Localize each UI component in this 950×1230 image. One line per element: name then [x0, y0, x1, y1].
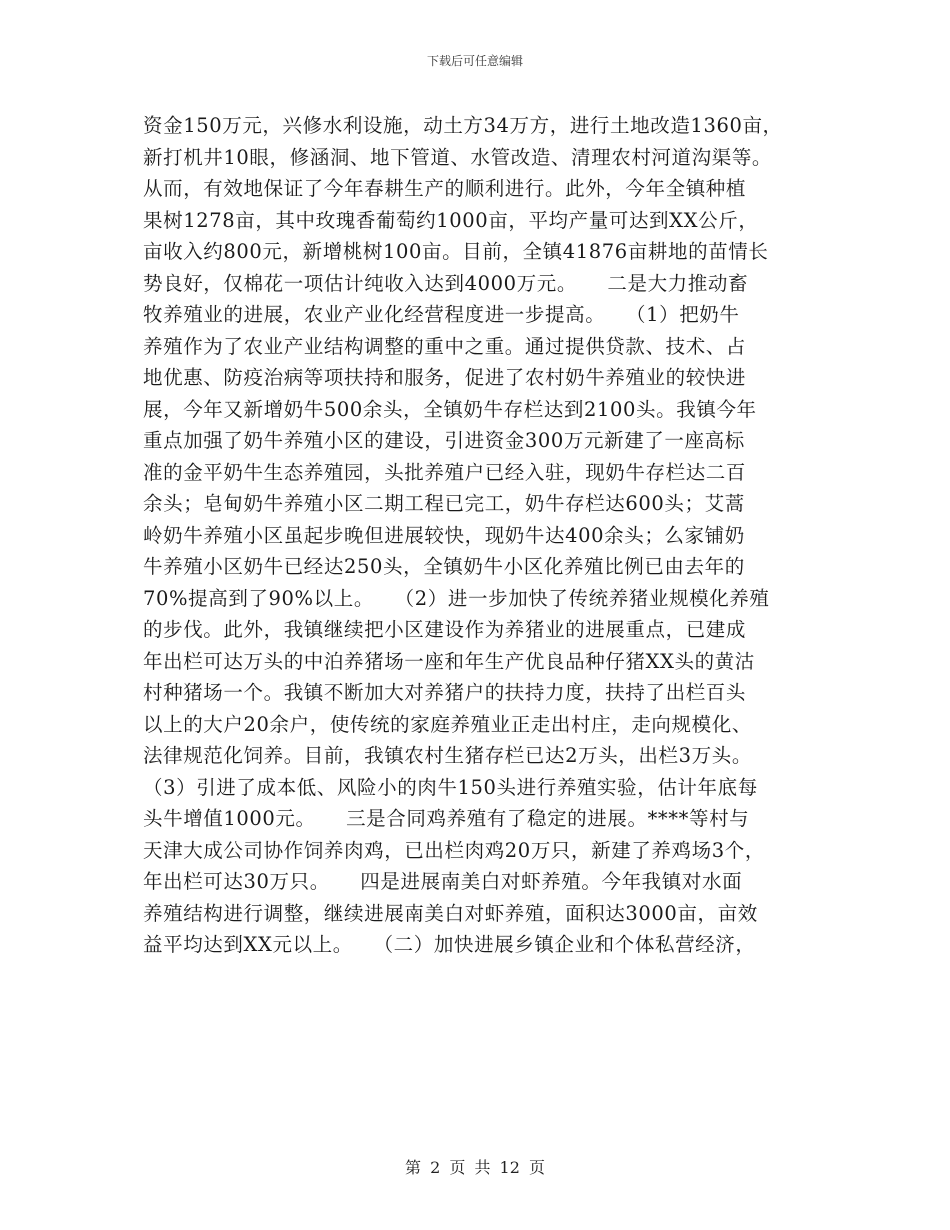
text-line: 养殖作为了农业产业结构调整的重中之重。通过提供贷款、技术、占	[143, 334, 747, 358]
text-line: 养殖结构进行调整，继续进展南美白对虾养殖，面积达3000亩，亩效	[143, 901, 758, 925]
text-line: 重点加强了奶牛养殖小区的建设，引进资金300万元新建了一座高标	[143, 429, 745, 452]
text-line: 岭奶牛养殖小区虽起步晚但进展较快，现奶牛达400余头；么家铺奶	[143, 523, 745, 547]
text-line: 亩收入约800元，新增桃树100亩。目前，全镇41876亩耕地的苗情长	[143, 240, 769, 263]
document-body	[143, 110, 813, 961]
text-line: 天津大成公司协作饲养肉鸡，已出栏肉鸡20万只，新建了养鸡场3个，	[143, 838, 765, 862]
text-line: 以上的大户20余户，使传统的家庭养殖业正走出村庄，走向规模化、	[143, 712, 752, 736]
text-line: 的步伐。此外，我镇继续把小区建设作为养猪业的进展重点，已建成	[143, 618, 747, 641]
text-line: 益平均达到XX元以上。 （二）加快进展乡镇企业和个体私营经济，	[143, 933, 756, 956]
text-line: 余头；皂甸奶牛养殖小区二期工程已完工，奶牛存栏达600头；艾蒿	[143, 492, 745, 515]
text-line: 准的金平奶牛生态养殖园，头批养殖户已经入驻，现奶牛存栏达二百	[143, 460, 747, 484]
text-line: 从而，有效地保证了今年春耕生产的顺利进行。此外，今年全镇种植	[143, 177, 747, 200]
text-line: 展，今年又新增奶牛500余头，全镇奶牛存栏达到2100头。我镇今年	[143, 397, 757, 421]
text-line: 地优惠、防疫治病等项扶持和服务，促进了农村奶牛养殖业的较快进	[143, 366, 747, 389]
text-line: （3）引进了成本低、风险小的肉牛150头进行养殖实验，估计年底每	[143, 775, 758, 799]
text-line: 牧养殖业的进展，农业产业化经营程度进一步提高。 （1）把奶牛	[143, 303, 740, 326]
text-line: 势良好，仅棉花一项估计纯收入达到4000万元。 二是大力推动畜	[143, 271, 749, 295]
text-line: 法律规范化饲养。目前，我镇农村生猪存栏已达2万头，出栏3万头。	[143, 744, 752, 767]
text-line: 牛养殖小区奶牛已经达250头，全镇奶牛小区化养殖比例已由去年的	[143, 555, 745, 578]
text-line: 头牛增值1000元。 三是合同鸡养殖有了稳定的进展。****等村与	[143, 807, 750, 830]
text-line: 年出栏可达万头的中泊养猪场一座和年生产优良品种仔猪XX头的黄沽	[143, 649, 755, 673]
page-header: 下载后可任意编辑	[426, 54, 523, 68]
text-line: 资金150万元，兴修水利设施，动土方34万方，进行土地改造1360亩，	[143, 114, 783, 137]
text-line: 果树1278亩，其中玫瑰香葡萄约1000亩，平均产量可达到XX公斤，	[143, 208, 759, 232]
text-line: 村种猪场一个。我镇不断加大对养猪户的扶持力度，扶持了出栏百头	[143, 681, 747, 704]
text-line: 70%提高到了90%以上。 （2）进一步加快了传统养猪业规模化养殖	[143, 586, 770, 610]
text-line: 新打机井10眼，修涵洞、地下管道、水管改造、清理农村河道沟渠等。	[143, 145, 773, 169]
page-number-footer: 第 2 页 共 12 页	[405, 1158, 545, 1177]
text-line: 年出栏可达30万只。 四是进展南美白对虾养殖。今年我镇对水面	[143, 870, 743, 893]
